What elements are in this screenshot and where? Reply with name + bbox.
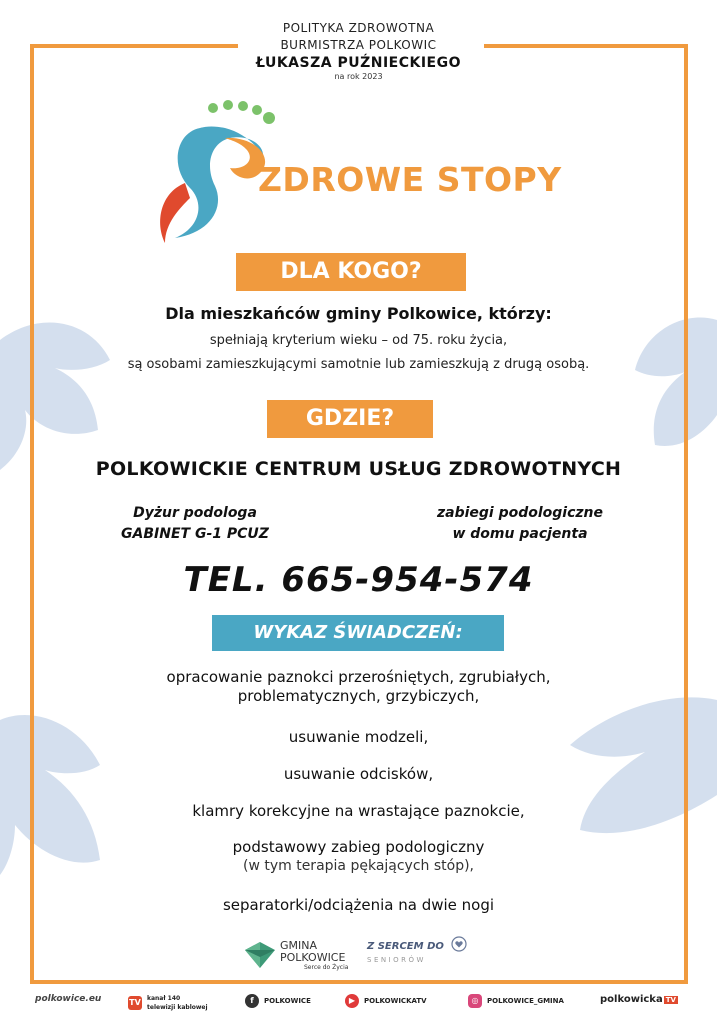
tv-channel-line-2: telewizji kablowej xyxy=(147,1004,208,1011)
section-heading-gdzie: GDZIE? xyxy=(267,400,433,438)
seniors-logo-line-2: SENIORÓW xyxy=(367,956,426,964)
seniors-logo-line-1: Z SERCEM DO xyxy=(367,941,444,952)
footer-tv-channel xyxy=(128,994,208,1012)
footer-brand-logo xyxy=(600,994,678,1005)
header-mayor-name: ŁUKASZA PUŹNIECKIEGO xyxy=(255,55,462,71)
dla-kogo-lead: Dla mieszkańców gminy Polkowice, którzy: xyxy=(165,304,552,323)
phone-number[interactable]: TEL. 665-954-574 xyxy=(183,560,534,600)
service-item-1-line-2: problematycznych, grzybiczych, xyxy=(237,687,480,705)
podologist-room: GABINET G-1 PCUZ xyxy=(121,526,269,542)
home-treatments-line-2: w domu pacjenta xyxy=(452,526,588,542)
footer-bar xyxy=(0,990,717,1018)
footer-facebook-link[interactable] xyxy=(245,994,311,1008)
service-item-5-line-1: podstawowy zabieg podologiczny xyxy=(232,838,485,856)
home-treatments xyxy=(410,503,630,545)
youtube-icon: ▶ xyxy=(345,994,359,1008)
service-item-3: usuwanie odcisków, xyxy=(283,765,434,783)
service-item-5 xyxy=(60,838,657,876)
facebook-handle: POLKOWICE xyxy=(264,997,311,1005)
tv-channel-text xyxy=(147,994,208,1012)
service-item-6: separatorki/odciążenia na dwie nogi xyxy=(222,896,495,914)
program-title: ZDROWE STOPY xyxy=(258,160,562,199)
podologist-duty-line-1: Dyżur podologa xyxy=(133,505,257,521)
header-line-2: BURMISTRZA POLKOWIC xyxy=(280,38,437,52)
criterion-2: są osobami zamieszkującymi samotnie lub zamieszkują z drugą osobą. xyxy=(127,357,590,372)
youtube-handle: POLKOWICKATV xyxy=(364,997,427,1005)
facebook-icon: f xyxy=(245,994,259,1008)
tv-icon: TV xyxy=(128,996,142,1010)
criterion-1: spełniają kryterium wieku – od 75. roku życia, xyxy=(209,333,508,348)
gmina-polkowice-logo xyxy=(280,940,348,972)
brand-tv-badge: TV xyxy=(665,995,676,1004)
service-item-2: usuwanie modzeli, xyxy=(288,728,429,746)
place-name: POLKOWICKIE CENTRUM USŁUG ZDROWOTNYCH xyxy=(95,458,622,480)
instagram-handle: POLKOWICE_GMINA xyxy=(487,997,564,1005)
tv-channel-line-1: kanał 140 xyxy=(147,995,181,1002)
polkowice-label: POLKOWICE xyxy=(280,951,346,964)
gmina-polkowice-logo-icon xyxy=(243,940,277,970)
instagram-icon: ◎ xyxy=(468,994,482,1008)
section-heading-services: WYKAZ ŚWIADCZEŃ: xyxy=(212,615,504,651)
gmina-label: GMINA xyxy=(280,939,318,952)
seniors-logo xyxy=(367,941,444,964)
gmina-tagline: Serce do Życia xyxy=(304,964,349,971)
brand-text: polkowicka xyxy=(600,994,663,1005)
footer-site-link[interactable] xyxy=(35,994,101,1004)
podologist-duty xyxy=(95,503,295,545)
footer-instagram-link[interactable] xyxy=(468,994,564,1008)
service-item-1-line-1: opracowanie paznokci przerośniętych, zgrubiałych, xyxy=(166,668,551,686)
service-item-1 xyxy=(60,668,657,706)
heart-icon xyxy=(451,936,467,952)
service-item-5-line-2: (w tym terapia pękających stóp), xyxy=(242,858,475,874)
home-treatments-line-1: zabiegi podologiczne xyxy=(436,505,604,521)
service-item-4: klamry korekcyjne na wrastające paznokcie, xyxy=(192,802,525,820)
header-year: na rok 2023 xyxy=(334,72,383,81)
header-line-1: POLITYKA ZDROWOTNA xyxy=(282,21,435,35)
footer-site-text: polkowice.eu xyxy=(35,994,102,1004)
section-heading-dla-kogo: DLA KOGO? xyxy=(236,253,466,291)
footer-youtube-link[interactable] xyxy=(345,994,427,1008)
